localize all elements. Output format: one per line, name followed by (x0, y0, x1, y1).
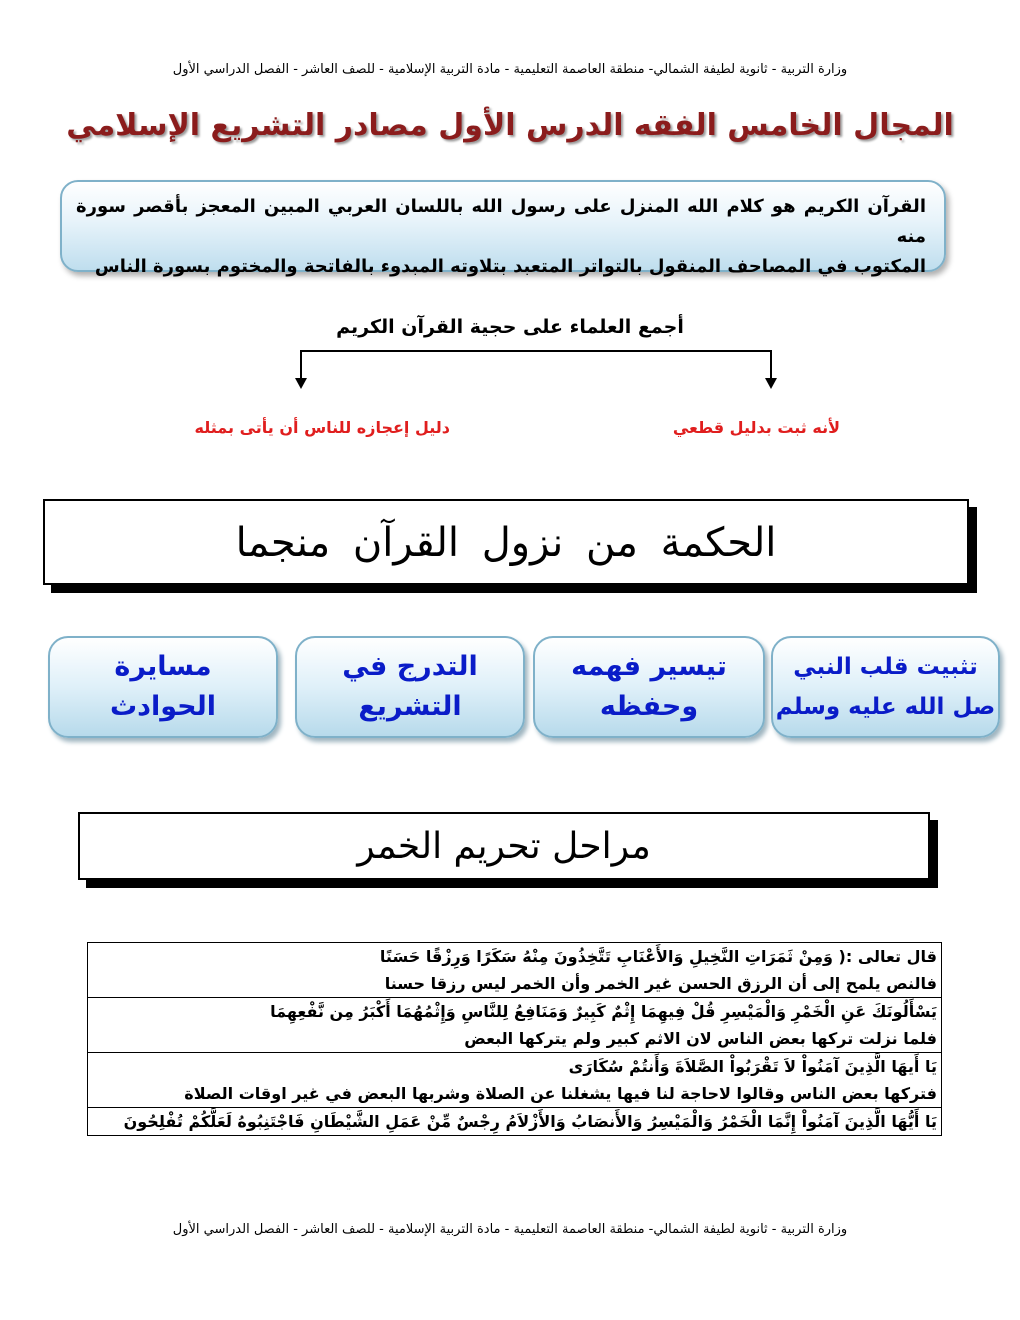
stage-explanation: فلما نزلت تركها بعض الناس لان الاثم كبير ولم يتركها البعض (464, 1029, 937, 1048)
branch-right-stem (770, 350, 772, 380)
wisdom-item-line-2: التشريع (358, 691, 462, 722)
arrow-down-icon (295, 378, 307, 389)
table-row (88, 1053, 942, 1108)
stage-verse: قال تعالى :( وَمِنْ ثَمَرَاتِ النَّخِيلِ وَالأَعْنَابِ تَتَّخِذُونَ مِنْهُ سَكَرًا وَرِزْقًا حَسَنًا (379, 947, 937, 966)
table-cell (88, 1108, 942, 1136)
page-title: المجال الخامس الفقه الدرس الأول مصادر التشريع الإسلامي (66, 108, 954, 143)
stage-explanation: فالنص يلمح إلى أن الرزق الحسن غير الخمر وأن الخمر ليس رزقا حسنا (384, 974, 937, 993)
table-row (88, 998, 942, 1053)
wisdom-item-ease-understanding (533, 636, 765, 738)
wisdom-item-line-2: وحفظه (599, 691, 699, 722)
branch-left-stem (300, 350, 302, 380)
definition-box (60, 180, 946, 277)
wisdom-item-gradual-legislation (295, 636, 525, 738)
wisdom-item-line-1: مسايرة (114, 651, 212, 682)
wisdom-item-line-1: التدرج في (342, 651, 478, 682)
stages-heading-frame (78, 812, 930, 880)
page-footer: وزارة التربية - ثانوية لطيفة الشمالي- منطقة العاصمة التعليمية - مادة التربية الإسلامية - للصف العاشر - الفصل الدراسي الأول (172, 1222, 848, 1237)
arrow-down-icon (765, 378, 777, 389)
reason-inimitability: دليل إعجازه للناس أن يأتى بمثله (194, 418, 450, 437)
reason-definitive-proof: لأنه ثبت بدليل قطعي (672, 418, 840, 437)
stages-heading: مراحل تحريم الخمر (357, 826, 651, 867)
definition-line-1: القرآن الكريم هو كلام الله المنزل على رسول الله باللسان العربي المبين المعجز بأقصر سورة منه (76, 196, 926, 247)
wisdom-item-prophet-heart (771, 636, 1000, 738)
stage-verse: يَسْأَلُونَكَ عَنِ الْخَمْرِ وَالْمَيْسِرِ قُلْ فِيهِمَا إِثْمٌ كَبِيرٌ وَمَنَافِعُ لِلنَّاسِ وَإِثْمُهُمَا أَكْبَرُ مِن نَّفْعِهِمَا (270, 1002, 937, 1021)
table-row (88, 1108, 942, 1136)
table-cell (88, 943, 942, 998)
wisdom-item-line-2: صل الله عليه وسلم (775, 694, 996, 720)
stage-explanation: فتركها بعض الناس وقالوا لاحاجة لنا فيها يشغلنا عن الصلاة وشربها البعض في غير اوقات الصلاة (184, 1084, 937, 1103)
stage-verse: يَا أَيهَا الَّذِينَ آمَنُواْ لاَ تَقْرَبُواْ الصَّلاَةَ وَأَنتُمْ سُكَارَى (568, 1057, 937, 1076)
definition-line-2: المكتوب في المصاحف المنقول بالتواتر المتعبد بتلاوته المبدوء بالفاتحة والمختوم بسورة الناس (94, 256, 926, 277)
branch-horizontal-line (300, 350, 772, 352)
table-cell (88, 998, 942, 1053)
wisdom-item-line-1: تثبيت قلب النبي (793, 654, 978, 680)
table-cell (88, 1053, 942, 1108)
wisdom-item-line-2: الحوادث (109, 691, 217, 722)
stage-verse: يَا أَيُّهَا الَّذِينَ آمَنُواْ إِنَّمَا الْخَمْرُ وَالْمَيْسِرُ وَالأَنصَابُ وَالأَزْلاَمُ رِجْسٌ مِّنْ عَمَلِ الشَّيْطَانِ فَاجْتَنِبُوهُ لَعَلَّكُمْ تُفْلِحُونَ (123, 1112, 937, 1131)
stages-table (87, 942, 942, 1136)
wisdom-heading: الحكمة من نزول القرآن منجما (235, 520, 777, 566)
wisdom-heading-frame (43, 499, 969, 585)
page-header: وزارة التربية - ثانوية لطيفة الشمالي- منطقة العاصمة التعليمية - مادة التربية الإسلامية - للصف العاشر - الفصل الدراسي الأول (172, 62, 848, 77)
consensus-heading: أجمع العلماء على حجية القرآن الكريم (336, 316, 684, 338)
wisdom-item-line-1: تيسير فهمه (571, 651, 727, 682)
table-row (88, 943, 942, 998)
wisdom-item-keep-pace-events (48, 636, 278, 738)
